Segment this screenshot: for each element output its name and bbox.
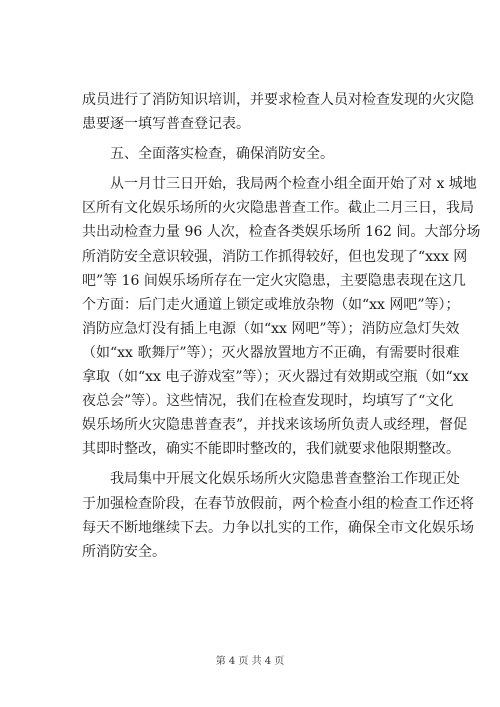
text-line: 所消防安全意识较强，消防工作抓得较好，但也发现了“xxx 网 — [82, 248, 468, 265]
text-line: 成员进行了消防知识培训，并要求检查人员对检查发现的火灾隐 — [82, 92, 474, 108]
heading-line: 五、全面落实检查，确保消防安全。 — [110, 146, 334, 163]
text-line: （如“xx 歌舞厅”等）；灭火器放置地方不正确，有需要时很难 — [82, 344, 460, 361]
text-line: 夜总会”等）。这些情况，我们在检查发现时，均填写了“文化 — [82, 393, 454, 410]
text-line: 从一月廿三日开始，我局两个检查小组全面开始了对 x 城地 — [110, 176, 477, 193]
paragraph-training — [82, 88, 474, 136]
page-number: 第 4 页 共 4 页 — [215, 656, 285, 667]
paragraph-conclusion — [82, 467, 474, 563]
paragraph-inspection — [82, 172, 481, 461]
text-line: 个方面：后门走火通道上锁定或堆放杂物（如“xx 网吧”等）； — [82, 296, 460, 313]
text-line: 其即时整改，确实不能即时整改的，我们就要求他限期整改。 — [82, 441, 460, 458]
page-footer — [0, 652, 500, 667]
text-line: 每天不断地继续下去。力争以扎实的工作，确保全市文化娱乐场 — [82, 519, 474, 536]
text-line: 消防应急灯没有插上电源（如“xx 网吧”等）；消防应急灯失效 — [82, 320, 460, 337]
text-line: 共出动检查力量 96 人次，检查各类娱乐场所 162 间。大部分场 — [82, 224, 481, 241]
text-line: 患要逐一填写普查登记表。 — [82, 116, 250, 133]
text-line: 吧”等 16 间娱乐场所存在一定火灾隐患，主要隐患表现在这几 — [82, 272, 466, 289]
text-line: 娱乐场所火灾隐患普查表”，并找来该场所负责人或经理，督促 — [82, 417, 468, 434]
text-line: 区所有文化娱乐场所的火灾隐患普查工作。截止二月三日，我局 — [82, 200, 474, 217]
text-line: 我局集中开展文化娱乐场所火灾隐患普查整治工作现正处 — [110, 471, 460, 488]
section-heading — [82, 142, 418, 166]
document-body — [82, 88, 481, 564]
text-line: 于加强检查阶段，在春节放假前，两个检查小组的检查工作还将 — [82, 495, 474, 512]
text-line: 拿取（如“xx 电子游戏室”等）；灭火器过有效期或空瓶（如“xx — [82, 369, 469, 386]
text-line: 所消防安全。 — [82, 543, 166, 560]
